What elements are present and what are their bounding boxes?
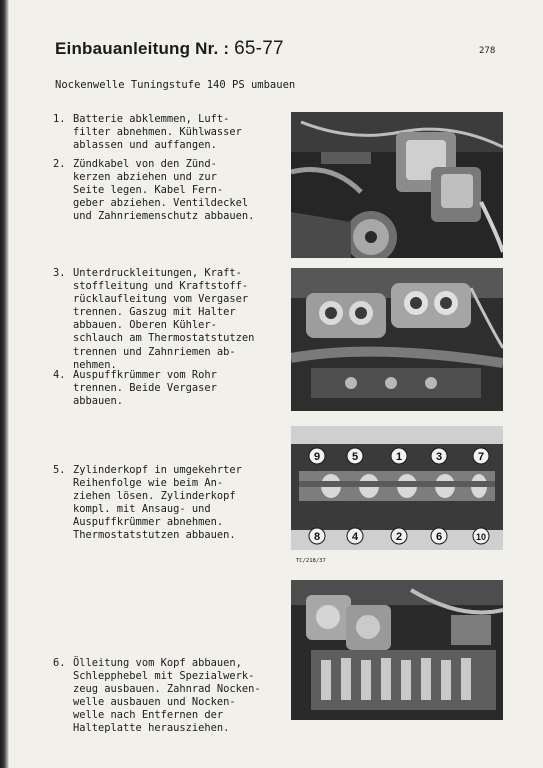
step-text: Ölleitung vom Kopf abbauen, Schlepphebel mit Spezialwerk- zeug ausbauen. Zahnrad Nocken- welle ausbauen und Nocken- welle nach Entfernen der Halteplatte herausziehen. [73,657,261,735]
bolt-number: 2 [395,531,403,543]
bolt-number: 7 [477,451,485,463]
step-number: 2. [53,158,66,170]
step-number: 3. [53,267,66,279]
engine-photo-2 [291,268,503,411]
bolt-number: 4 [351,531,359,543]
step-text: Unterdruckleitungen, Kraft- stoffleitung und Kraftstoff- rücklaufleitung vom Vergaser trennen. Gaszug mit Halter abbauen. Oberen Kühler- schlauch am Thermostatstutzen trennen und Zahnriemen ab- nehmen. [73,267,255,371]
bolt-number: 10 [475,532,487,542]
step-number: 6. [53,657,66,669]
step-text: Zündkabel von den Zünd- kerzen abziehen und zur Seite legen. Kabel Fern- geber abziehen. Ventildeckel und Zahnriemenschutz abbauen. [73,158,255,223]
bolt-number: 9 [313,451,321,463]
step-2 [53,158,254,223]
step-1 [53,113,242,152]
photo-caption: TC/218/37 [296,558,326,564]
engine-photo-4 [291,580,503,720]
bolt-number: 6 [435,531,443,543]
page-number: 278 [479,46,496,56]
step-6 [53,657,261,736]
step-number: 5. [53,464,66,476]
step-4 [53,369,217,408]
bolt-number: 3 [435,451,443,463]
bolt-number: 1 [395,451,403,463]
step-3 [53,267,254,372]
instruction-number: 65-77 [234,38,284,59]
step-number: 4. [53,369,66,381]
page-header [55,38,284,60]
bolt-number: 8 [313,531,321,543]
cylinder-head-photo [291,426,503,550]
document-subtitle: Nockenwelle Tuningstufe 140 PS umbauen [55,79,296,91]
step-5 [53,464,242,543]
book-spine [0,0,9,768]
step-text: Batterie abklemmen, Luft- filter abnehmen. Kühlwasser ablassen und auffangen. [73,113,242,152]
step-text: Auspuffkrümmer vom Rohr trennen. Beide Vergaser abbauen. [73,369,217,408]
engine-photo-1 [291,112,503,258]
step-number: 1. [53,113,66,125]
step-text: Zylinderkopf in umgekehrter Reihenfolge wie beim An- ziehen lösen. Zylinderkopf kompl. mit Ansaug- und Auspuffkrümmer abnehmen. Thermostatstutzen abbauen. [73,464,242,542]
bolt-number: 5 [351,451,359,463]
header-title: Einbauanleitung Nr. : [55,39,235,58]
